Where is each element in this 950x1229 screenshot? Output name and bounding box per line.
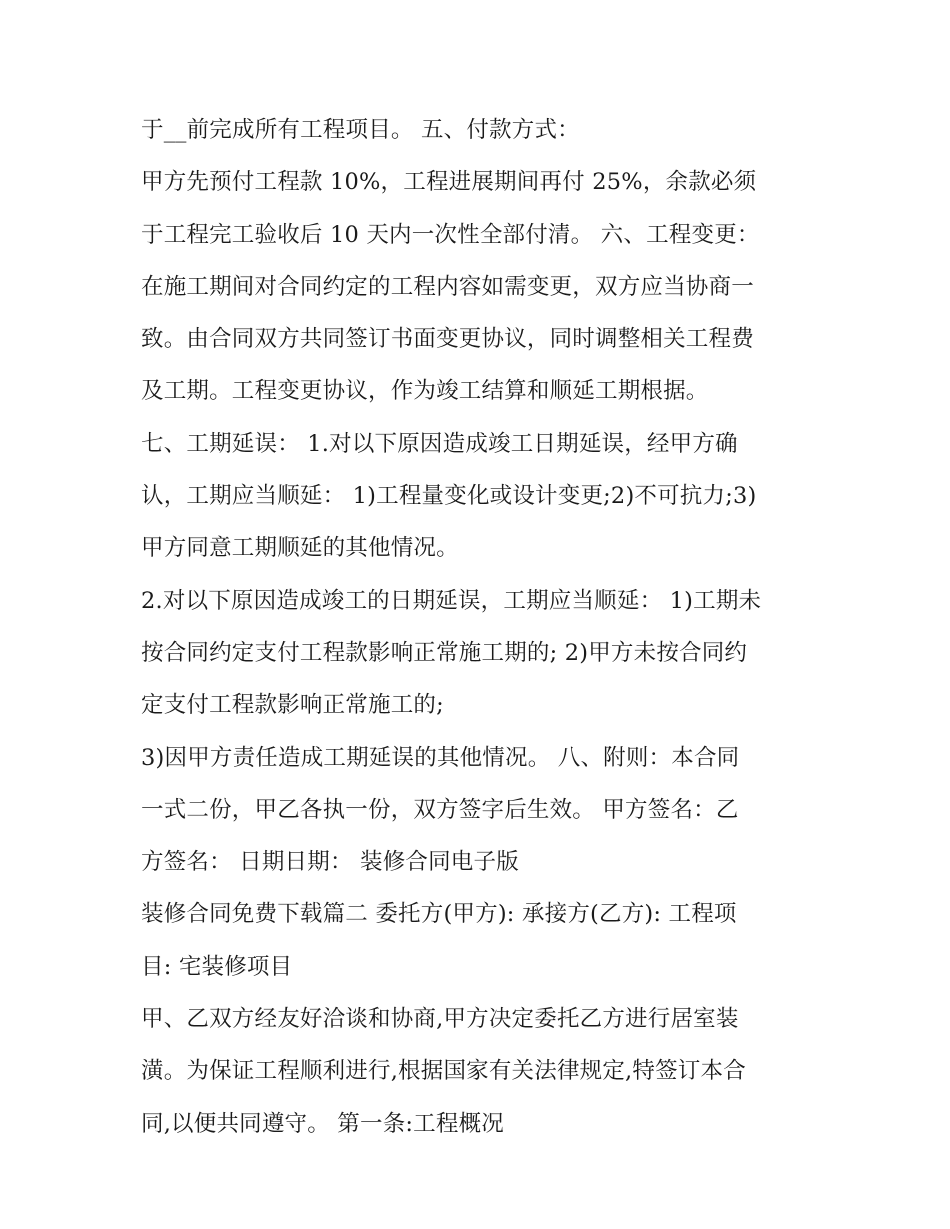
text-line: 一式二份，甲乙各执一份，双方签字后生效。 甲方签名：乙	[141, 796, 739, 823]
text-line: 甲、乙双方经友好洽谈和协商,甲方决定委托乙方进行居室装	[141, 1006, 739, 1033]
text-line: 潢。为保证工程顺利进行,根据国家有关法律规定,特签订本合	[141, 1058, 746, 1085]
text-line: 七、工期延误： 1.对以下原因造成竣工日期延误，经甲方确	[141, 430, 738, 457]
text-line: 同,以便共同遵守。 第一条:工程概况	[141, 1110, 504, 1137]
text-line: 3)因甲方责任造成工期延误的其他情况。 八、附则：本合同	[141, 744, 740, 771]
text-line: 甲方同意工期顺延的其他情况。	[141, 535, 459, 562]
text-line: 甲方先预付工程款 10%，工程进展期间再付 25%，余款必须	[141, 169, 757, 196]
text-line: 在施工期间对合同约定的工程内容如需变更，双方应当协商一	[141, 273, 754, 300]
document-body	[141, 108, 821, 1154]
text-line: 装修合同免费下载篇二 委托方(甲方): 承接方(乙方): 工程项	[141, 901, 737, 928]
text-line: 于__前完成所有工程项目。 五、付款方式：	[141, 117, 580, 143]
text-line: 及工期。工程变更协议，作为竣工结算和顺延工期根据。	[141, 378, 709, 405]
text-line: 方签名： 日期日期： 装修合同电子版	[141, 849, 519, 876]
text-line: 2.对以下原因造成竣工的日期延误，工期应当顺延： 1)工期未	[141, 587, 762, 614]
text-line: 定支付工程款影响正常施工的;	[141, 692, 444, 719]
text-line: 于工程完工验收后 10 天内一次性全部付清。 六、工程变更：	[141, 221, 760, 248]
text-line: 目: 宅装修项目	[141, 953, 293, 980]
text-line: 认，工期应当顺延： 1)工程量变化或设计变更;2)不可抗力;3)	[141, 483, 757, 510]
text-line: 按合同约定支付工程款影响正常施工期的; 2)甲方未按合同约	[141, 639, 748, 666]
text-line: 致。由合同双方共同签订书面变更协议，同时调整相关工程费	[141, 326, 754, 353]
